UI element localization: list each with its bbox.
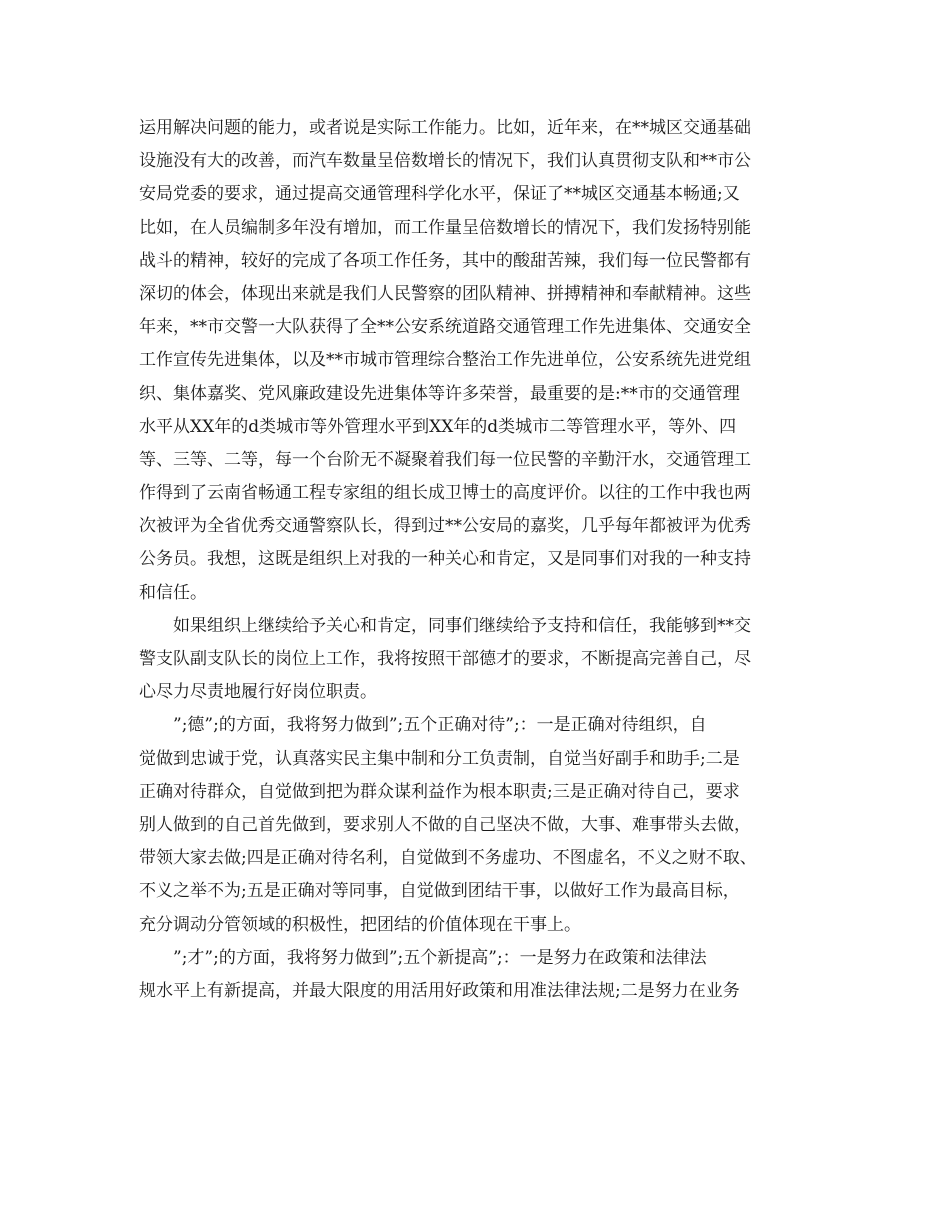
text-line: 次被评为全省优秀交通警察队长，得到过**公安局的嘉奖，几乎每年都被评为优秀	[139, 516, 751, 537]
text-line: 设施没有大的改善，而汽车数量呈倍数增长的情况下，我们认真贯彻支队和**市公	[139, 151, 751, 172]
text-line: 战斗的精神，较好的完成了各项工作任务，其中的酸甜苦辣，我们每一位民警都有	[139, 250, 751, 271]
text-line: 工作宣传先进集体，以及**市城市管理综合整治工作先进单位，公安系统先进党组	[139, 350, 751, 371]
text-line: 安局党委的要求，通过提高交通管理科学化水平，保证了**城区交通基本畅通;又	[139, 184, 740, 205]
text-line: 年来，**市交警一大队获得了全**公安系统道路交通管理工作先进集体、交通安全	[139, 317, 751, 338]
text-line: 作得到了云南省畅通工程专家组的组长成卫博士的高度评价。以往的工作中我也两	[139, 483, 751, 504]
text-line: 织、集体嘉奖、党风廉政建设先进集体等许多荣誉，最重要的是:**市的交通管理	[139, 383, 740, 404]
text-line: 和信任。	[139, 582, 207, 603]
text-line: 深切的体会，体现出来就是我们人民警察的团队精神、拼搏精神和奉献精神。这些	[139, 283, 751, 304]
text-line: 比如，在人员编制多年没有增加，而工作量呈倍数增长的情况下，我们发扬特别能	[139, 217, 751, 238]
text-line: ”;才”;的方面，我将努力做到”;五个新提高”;：一是努力在政策和法律法	[173, 947, 707, 968]
text-line: 心尽力尽责地履行好岗位职责。	[139, 682, 377, 703]
text-line: 水平从XX年的d类城市等外管理水平到XX年的d类城市二等管理水平，等外、四	[139, 416, 737, 437]
text-line: 如果组织上继续给予关心和肯定，同事们继续给予支持和信任，我能够到**交	[173, 615, 751, 636]
text-line: 不义之举不为;五是正确对等同事，自觉做到团结干事，以做好工作为最高目标，	[139, 881, 740, 902]
text-line: 运用解决问题的能力，或者说是实际工作能力。比如，近年来，在**城区交通基础	[139, 118, 751, 138]
text-line: ”;德”;的方面，我将努力做到”;五个正确对待”;：一是正确对待组织，自	[173, 715, 707, 736]
text-line: 警支队副支队长的岗位上工作，我将按照干部德才的要求，不断提高完善自己，尽	[139, 649, 751, 669]
text-line: 正确对待群众，自觉做到把为群众谋利益作为根本职责;三是正确对待自己，要求	[139, 781, 740, 802]
text-line: 觉做到忠诚于党，认真落实民主集中制和分工负责制，自觉当好副手和助手;二是	[139, 748, 740, 769]
text-line: 等、三等、二等，每一个台阶无不凝聚着我们每一位民警的辛勤汗水，交通管理工	[139, 449, 751, 470]
text-line: 带领大家去做;四是正确对待名利，自觉做到不务虚功、不图虚名，不义之财不取、	[139, 848, 757, 869]
text-line: 公务员。我想，这既是组织上对我的一种关心和肯定，又是同事们对我的一种支持	[139, 549, 751, 570]
text-line: 充分调动分管领域的积极性，把团结的价值体现在干事上。	[139, 914, 581, 935]
text-line: 别人做到的自己首先做到，要求别人不做的自己坚决不做，大事、难事带头去做，	[139, 814, 751, 835]
text-line: 规水平上有新提高，并最大限度的用活用好政策和用准法律法规;二是努力在业务	[139, 980, 740, 1001]
document-body	[139, 112, 829, 1008]
